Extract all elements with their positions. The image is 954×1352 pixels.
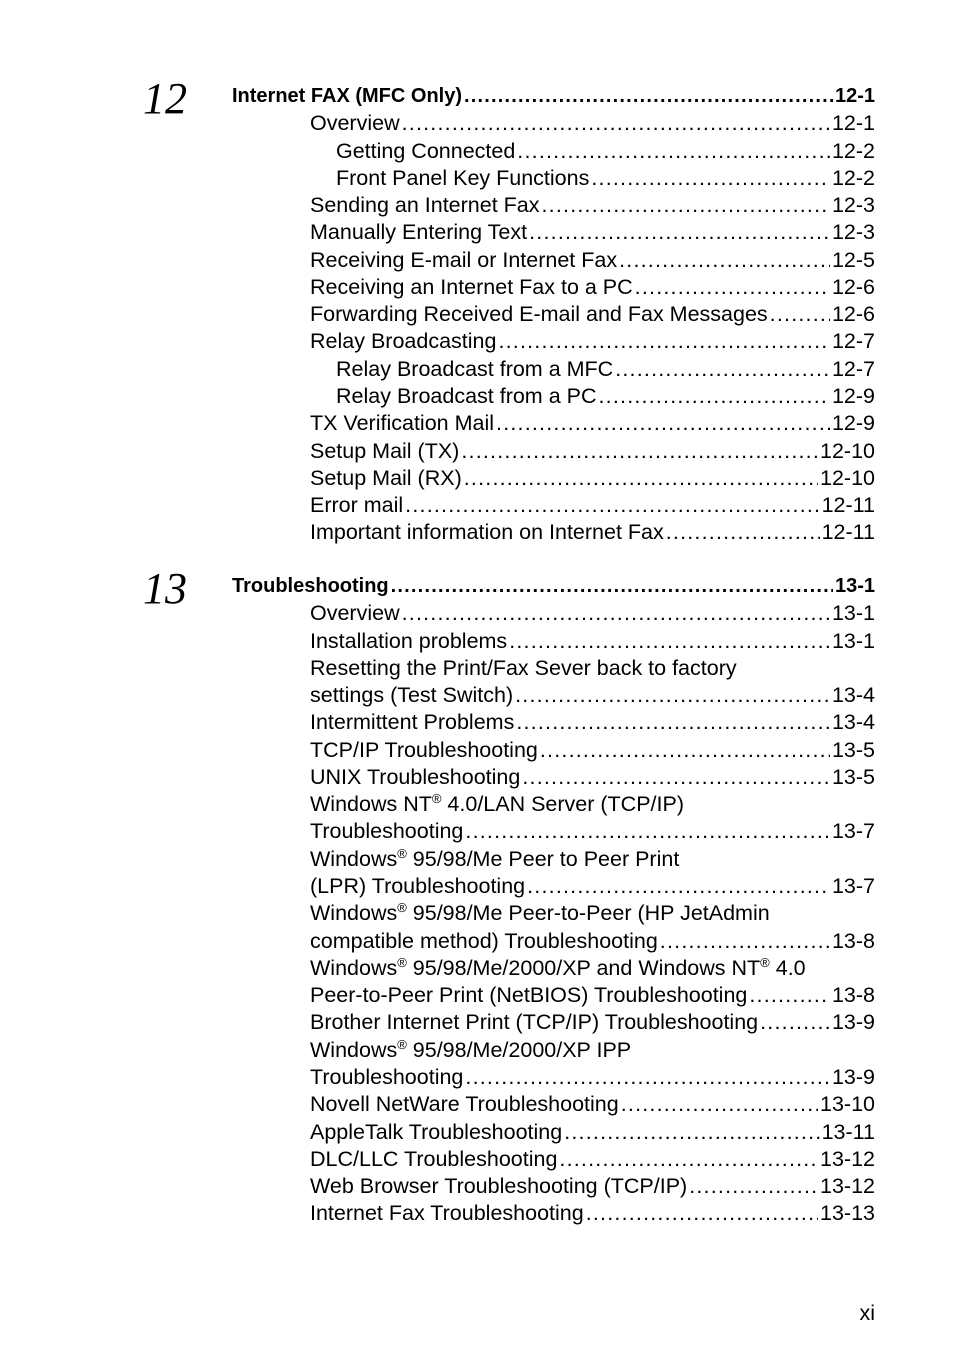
toc-entry[interactable] — [336, 383, 875, 410]
toc-entry-page: 12-11 — [821, 520, 875, 544]
toc-entry-page: 13-1 — [831, 601, 875, 625]
leader-dots — [542, 192, 830, 219]
toc-entry-page: 13-13 — [820, 1201, 875, 1225]
toc-entry-page: 13-7 — [831, 874, 875, 898]
line-text: Windows — [310, 847, 398, 871]
toc-entry[interactable] — [310, 301, 875, 328]
leader-dots — [517, 138, 830, 165]
toc-entry-text: Intermittent Problems — [310, 710, 515, 734]
chapter-number: 12 — [143, 74, 187, 123]
toc-entry-page: 12-9 — [831, 384, 875, 408]
toc-entry[interactable] — [310, 110, 875, 137]
leader-dots — [615, 356, 830, 383]
registered-mark: ® — [397, 900, 407, 915]
toc-entry[interactable] — [310, 873, 875, 900]
toc-entry[interactable] — [310, 192, 875, 219]
leader-dots — [522, 764, 830, 791]
leader-dots — [391, 573, 833, 600]
toc-entry-text: Internet FAX (MFC Only) — [232, 85, 462, 107]
toc-entry-text: Brother Internet Print (TCP/IP) Troubleshooting — [310, 1010, 759, 1034]
toc-entry[interactable] — [310, 709, 875, 736]
toc-entry-page: 13-1 — [831, 629, 875, 653]
toc-entry-text: UNIX Troubleshooting — [310, 765, 521, 789]
registered-mark: ® — [431, 791, 442, 806]
registered-mark: ® — [397, 955, 407, 970]
line-text: Windows — [310, 901, 398, 925]
toc-entry-page: 12-3 — [831, 220, 875, 244]
leader-dots — [529, 219, 830, 246]
leader-dots — [760, 1009, 830, 1036]
toc-entry[interactable] — [310, 737, 875, 764]
toc-entry-page: 12-6 — [831, 275, 875, 299]
registered-mark: ® — [397, 1037, 407, 1052]
leader-dots — [515, 682, 830, 709]
toc-entry-text: Error mail — [310, 493, 404, 517]
leader-dots — [621, 1091, 818, 1118]
toc-entry[interactable] — [310, 628, 875, 655]
leader-dots — [770, 301, 830, 328]
toc-entry-page: 13-1 — [834, 575, 875, 597]
line-text: Windows — [310, 956, 398, 980]
toc-entry[interactable] — [310, 1064, 875, 1091]
toc-entry-first-line — [310, 1037, 875, 1064]
toc-entry-text: Troubleshooting — [310, 1065, 464, 1089]
toc-entry[interactable] — [310, 928, 875, 955]
toc-entry-text: Front Panel Key Functions — [336, 166, 590, 190]
toc-chapter-title[interactable] — [232, 573, 875, 600]
toc-entry-page: 12-7 — [831, 357, 875, 381]
toc-entry[interactable] — [336, 138, 875, 165]
toc-entry-text: Internet Fax Troubleshooting — [310, 1201, 584, 1225]
toc-entry-page: 13-5 — [831, 738, 875, 762]
toc-entry-text: Manually Entering Text — [310, 220, 528, 244]
leader-dots — [591, 165, 830, 192]
toc-entry-text: settings (Test Switch) — [310, 683, 514, 707]
toc-entry-page: 12-7 — [831, 329, 875, 353]
leader-dots — [749, 982, 830, 1009]
toc-entry-page: 12-1 — [834, 85, 875, 107]
leader-dots — [465, 818, 830, 845]
toc-entry-page: 13-4 — [831, 683, 875, 707]
toc-entry[interactable] — [310, 247, 875, 274]
leader-dots — [660, 928, 830, 955]
toc-entry[interactable] — [310, 818, 875, 845]
leader-dots — [402, 600, 830, 627]
toc-chapter-title[interactable] — [232, 83, 875, 110]
toc-entry[interactable] — [310, 492, 875, 519]
toc-entry[interactable] — [310, 764, 875, 791]
line-text: 95/98/Me Peer to Peer Print — [406, 847, 680, 871]
leader-dots — [461, 438, 818, 465]
toc-entry[interactable] — [310, 1173, 875, 1200]
toc-entry[interactable] — [310, 982, 875, 1009]
leader-dots — [689, 1173, 818, 1200]
leader-dots — [599, 383, 830, 410]
toc-entry-text: AppleTalk Troubleshooting — [310, 1120, 563, 1144]
toc-entry-page: 12-2 — [831, 139, 875, 163]
toc-entry-text: Installation problems — [310, 629, 508, 653]
leader-dots — [405, 492, 819, 519]
line-text: Windows NT — [310, 792, 432, 816]
toc-entry[interactable] — [310, 519, 875, 546]
toc-entry-page: 13-4 — [831, 710, 875, 734]
toc-entry-page: 13-10 — [820, 1092, 875, 1116]
toc-entry-page: 13-7 — [831, 819, 875, 843]
leader-dots — [402, 110, 830, 137]
toc-entry[interactable] — [310, 1200, 875, 1227]
leader-dots — [619, 247, 830, 274]
toc-entry-text: Troubleshooting — [232, 575, 389, 597]
toc-entry[interactable] — [336, 165, 875, 192]
toc-entry-first-line — [310, 791, 875, 818]
line-text: 95/98/Me/2000/XP IPP — [406, 1038, 632, 1062]
leader-dots — [540, 737, 830, 764]
toc-entry-text: TX Verification Mail — [310, 411, 495, 435]
toc-entry-page: 12-1 — [831, 111, 875, 135]
leader-dots — [564, 1119, 819, 1146]
registered-mark: ® — [760, 955, 770, 970]
leader-dots — [465, 1064, 830, 1091]
toc-entry[interactable] — [310, 682, 875, 709]
toc-entry-text: (LPR) Troubleshooting — [310, 874, 526, 898]
toc-entry[interactable] — [310, 410, 875, 437]
toc-entry-text: Receiving an Internet Fax to a PC — [310, 275, 633, 299]
toc-entry-page: 13-12 — [820, 1147, 875, 1171]
toc-entry-page: 13-9 — [831, 1010, 875, 1034]
leader-dots — [666, 519, 820, 546]
toc-entry-page: 12-10 — [820, 466, 875, 490]
line-text: 95/98/Me Peer-to-Peer (HP JetAdmin — [406, 901, 770, 925]
leader-dots — [586, 1200, 818, 1227]
toc-entry-text: Novell NetWare Troubleshooting — [310, 1092, 619, 1116]
toc-entry[interactable] — [310, 1009, 875, 1036]
toc-entry-first-line: Resetting the Print/Fax Sever back to factory — [310, 656, 737, 680]
leader-dots — [498, 328, 830, 355]
toc-entry-page: 12-6 — [831, 302, 875, 326]
toc-entry-text: TCP/IP Troubleshooting — [310, 738, 538, 762]
toc-entry[interactable] — [310, 274, 875, 301]
toc-entry-page: 12-2 — [831, 166, 875, 190]
line-text: 4.0/LAN Server (TCP/IP) — [441, 792, 684, 816]
toc-entry-page: 12-10 — [820, 439, 875, 463]
toc-entry-text: Receiving E-mail or Internet Fax — [310, 248, 618, 272]
toc-entry-text: Relay Broadcasting — [310, 329, 497, 353]
toc-entry-text: Overview — [310, 111, 400, 135]
toc-entry-page: 13-8 — [831, 983, 875, 1007]
leader-dots — [527, 873, 830, 900]
toc-entry-page: 12-11 — [821, 493, 875, 517]
toc-entry-text: DLC/LLC Troubleshooting — [310, 1147, 558, 1171]
toc-entry-text: Web Browser Troubleshooting (TCP/IP) — [310, 1174, 688, 1198]
toc-entry-text: Troubleshooting — [310, 819, 464, 843]
toc-entry-text: Sending an Internet Fax — [310, 193, 540, 217]
toc-entry-text: Peer-to-Peer Print (NetBIOS) Troubleshooting — [310, 983, 748, 1007]
toc-entry[interactable] — [310, 465, 875, 492]
chapter-number: 13 — [143, 564, 187, 613]
toc-entry[interactable] — [310, 1091, 875, 1118]
toc-entry-page: 13-9 — [831, 1065, 875, 1089]
toc-entry[interactable] — [310, 328, 875, 355]
leader-dots — [464, 465, 818, 492]
toc-entry-text: Setup Mail (TX) — [310, 439, 460, 463]
page-number: xi — [859, 1301, 875, 1325]
leader-dots — [635, 274, 830, 301]
toc-entry-text: Overview — [310, 601, 400, 625]
leader-dots — [559, 1146, 818, 1173]
toc-entry-page: 13-5 — [831, 765, 875, 789]
toc-entry[interactable] — [310, 438, 875, 465]
toc-entry-text: Forwarding Received E-mail and Fax Messages — [310, 302, 768, 326]
toc-entry-page: 13-11 — [821, 1120, 875, 1144]
line-text: 95/98/Me/2000/XP and Windows NT — [406, 956, 761, 980]
line-text: 4.0 — [769, 956, 806, 980]
toc-entry-page: 13-12 — [820, 1174, 875, 1198]
toc-entry-first-line — [310, 846, 875, 873]
toc-entry-first-line — [310, 900, 875, 927]
leader-dots — [496, 410, 830, 437]
line-text: Windows — [310, 1038, 398, 1062]
toc-entry-text: Relay Broadcast from a MFC — [336, 357, 614, 381]
registered-mark: ® — [397, 846, 407, 861]
toc-entry-page: 12-5 — [831, 248, 875, 272]
leader-dots — [509, 628, 830, 655]
toc-entry-page: 12-9 — [831, 411, 875, 435]
toc-entry[interactable] — [310, 219, 875, 246]
toc-entry-text: Relay Broadcast from a PC — [336, 384, 597, 408]
toc-entry-first-line — [310, 955, 875, 982]
toc-entry[interactable] — [310, 1146, 875, 1173]
toc-entry-text: Getting Connected — [336, 139, 516, 163]
toc-entry-text: Setup Mail (RX) — [310, 466, 462, 490]
toc-entry[interactable] — [310, 1119, 875, 1146]
toc-entry[interactable] — [310, 600, 875, 627]
toc-entry-page: 13-8 — [831, 929, 875, 953]
toc-entry-text: compatible method) Troubleshooting — [310, 929, 658, 953]
toc-entry-page: 12-3 — [831, 193, 875, 217]
leader-dots — [464, 83, 833, 110]
toc-entry[interactable] — [336, 356, 875, 383]
toc-entry-text: Important information on Internet Fax — [310, 520, 664, 544]
leader-dots — [516, 709, 830, 736]
